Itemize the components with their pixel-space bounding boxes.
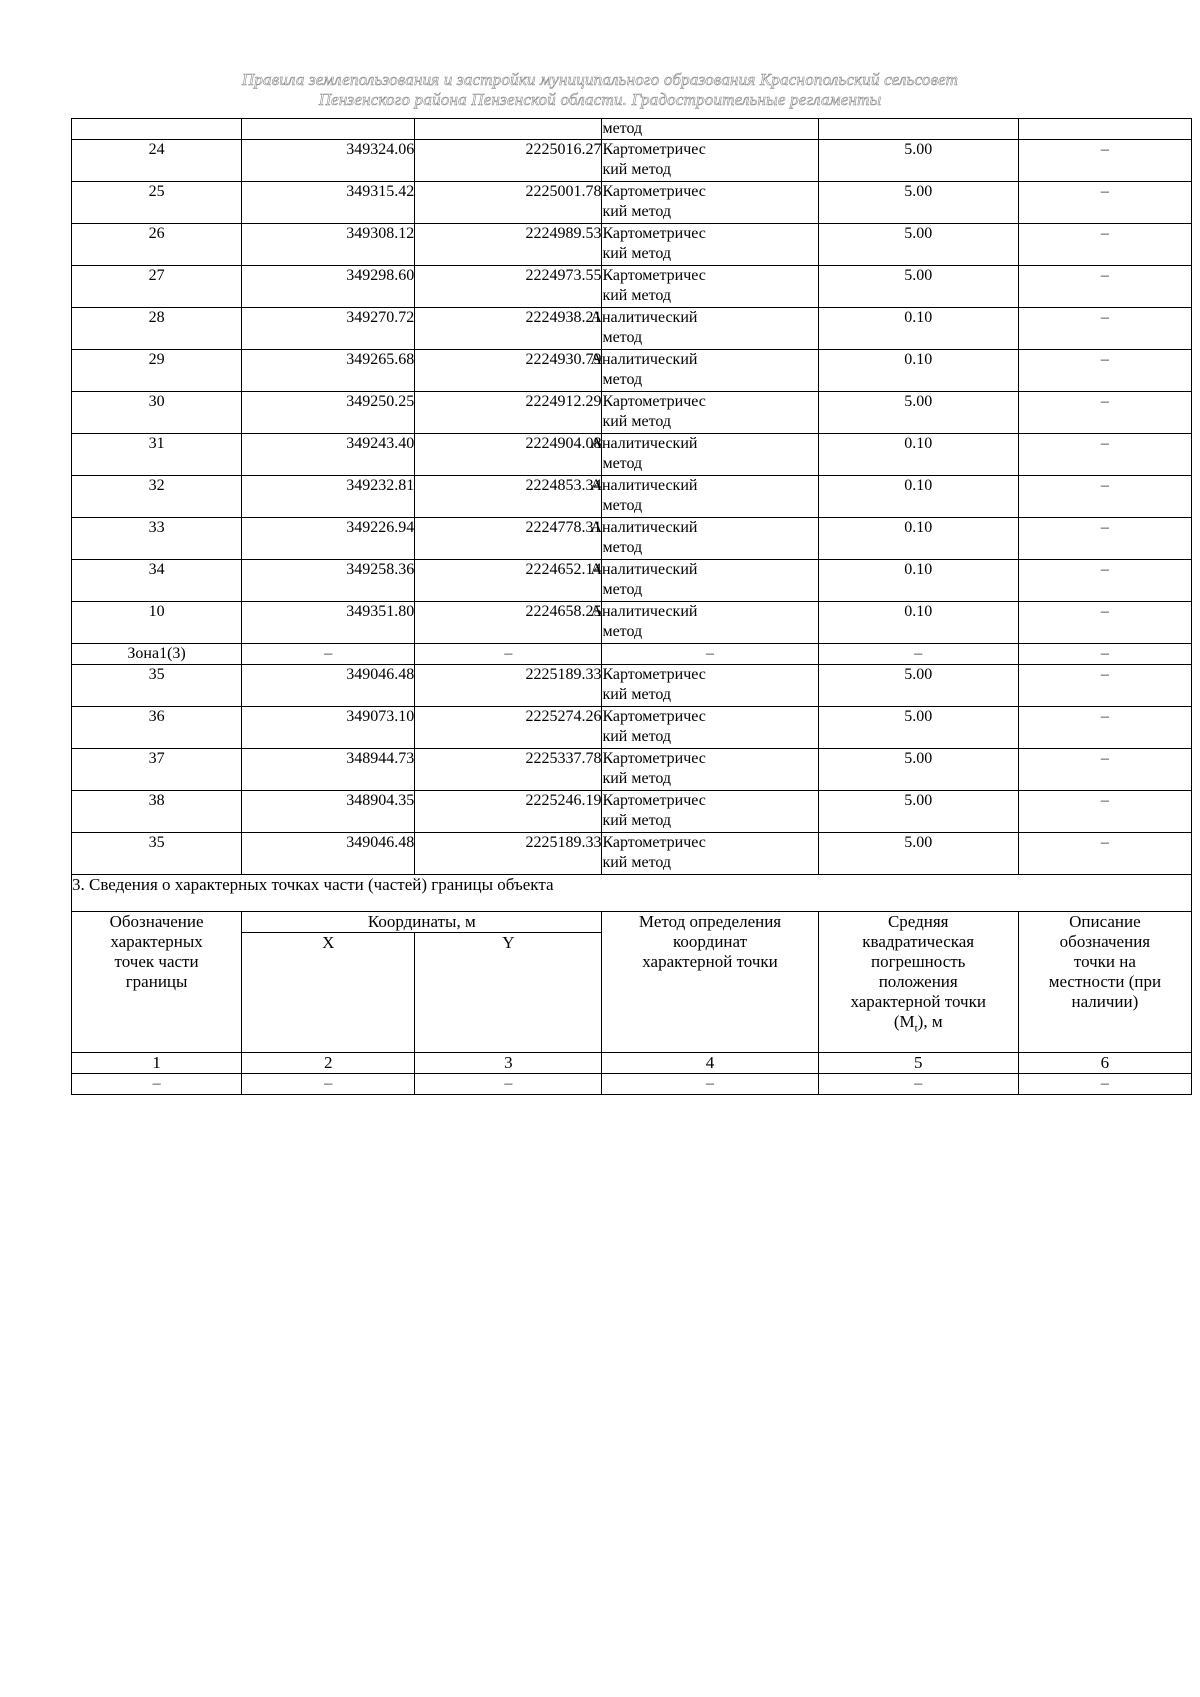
table-row bbox=[72, 224, 1192, 266]
dash-cell: – bbox=[602, 1074, 818, 1095]
y-coordinate-cell: 2224652.14 bbox=[415, 560, 602, 602]
header-coordinates: Координаты, м bbox=[242, 912, 602, 933]
x-coordinate-cell: 349232.81 bbox=[242, 476, 415, 518]
x-coordinate-cell: 349265.68 bbox=[242, 350, 415, 392]
method-cell: метод bbox=[602, 119, 818, 140]
accuracy-cell: 0.10 bbox=[818, 602, 1018, 644]
method-cell: Картометричес кий метод bbox=[602, 791, 818, 833]
description-cell: – bbox=[1018, 560, 1191, 602]
point-number-cell: 10 bbox=[72, 602, 242, 644]
table-row bbox=[72, 833, 1192, 875]
accuracy-cell: 5.00 bbox=[818, 665, 1018, 707]
method-cell: Картометричес кий метод bbox=[602, 833, 818, 875]
column-number-cell: 3 bbox=[415, 1053, 602, 1074]
page-header bbox=[0, 70, 1200, 110]
y-coordinate-cell: 2224853.34 bbox=[415, 476, 602, 518]
accuracy-cell: 0.10 bbox=[818, 308, 1018, 350]
method-cell: Картометричес кий метод bbox=[602, 665, 818, 707]
description-cell: – bbox=[1018, 224, 1191, 266]
point-number-cell: 26 bbox=[72, 224, 242, 266]
dash-cell: – bbox=[242, 1074, 415, 1095]
method-cell: Аналитический метод bbox=[602, 476, 818, 518]
section-title-row bbox=[72, 875, 1192, 912]
description-cell: – bbox=[1018, 140, 1191, 182]
accuracy-cell: 5.00 bbox=[818, 140, 1018, 182]
y-coordinate-cell: 2224904.08 bbox=[415, 434, 602, 476]
point-number-cell: 29 bbox=[72, 350, 242, 392]
point-number-cell: 37 bbox=[72, 749, 242, 791]
y-coordinate-cell: 2225337.78 bbox=[415, 749, 602, 791]
description-cell: – bbox=[1018, 476, 1191, 518]
dash-cell: – bbox=[602, 644, 818, 665]
zone-label-cell: Зона1(3) bbox=[72, 644, 242, 665]
x-coordinate-cell: 349226.94 bbox=[242, 518, 415, 560]
dash-cell: – bbox=[415, 644, 602, 665]
description-cell: – bbox=[1018, 308, 1191, 350]
accuracy-cell: 5.00 bbox=[818, 707, 1018, 749]
dash-cell: – bbox=[1018, 644, 1191, 665]
accuracy-cell: 0.10 bbox=[818, 476, 1018, 518]
method-cell: Аналитический метод bbox=[602, 560, 818, 602]
x-coordinate-cell: 349046.48 bbox=[242, 833, 415, 875]
y-coordinate-cell: 2224930.79 bbox=[415, 350, 602, 392]
table-row bbox=[72, 266, 1192, 308]
table-row bbox=[72, 791, 1192, 833]
x-coordinate-cell: 349308.12 bbox=[242, 224, 415, 266]
x-coordinate-cell: 349315.42 bbox=[242, 182, 415, 224]
coordinates-table bbox=[71, 118, 1192, 1095]
table-row bbox=[72, 560, 1192, 602]
table-row bbox=[72, 434, 1192, 476]
header-point-designation: Обозначение характерных точек части границы bbox=[72, 912, 242, 1053]
point-number-cell: 25 bbox=[72, 182, 242, 224]
description-cell: – bbox=[1018, 350, 1191, 392]
method-cell: Картометричес кий метод bbox=[602, 749, 818, 791]
table-row bbox=[72, 140, 1192, 182]
accuracy-cell: 5.00 bbox=[818, 791, 1018, 833]
point-number-cell: 31 bbox=[72, 434, 242, 476]
x-coordinate-cell: 349250.25 bbox=[242, 392, 415, 434]
description-cell: – bbox=[1018, 434, 1191, 476]
table-row bbox=[72, 707, 1192, 749]
description-cell: – bbox=[1018, 266, 1191, 308]
y-coordinate-cell: 2225274.26 bbox=[415, 707, 602, 749]
method-cell: Картометричес кий метод bbox=[602, 392, 818, 434]
y-coordinate-cell: 2225016.27 bbox=[415, 140, 602, 182]
accuracy-cell: 0.10 bbox=[818, 350, 1018, 392]
dash-cell: – bbox=[415, 1074, 602, 1095]
header-description: Описание обозначения точки на местности (при наличии) bbox=[1018, 912, 1191, 1053]
header-method: Метод определения координат характерной точки bbox=[602, 912, 818, 1053]
point-number-cell: 35 bbox=[72, 665, 242, 707]
y-coordinate-cell: 2224938.21 bbox=[415, 308, 602, 350]
table-row bbox=[72, 350, 1192, 392]
dash-cell: – bbox=[72, 1074, 242, 1095]
table-row bbox=[72, 308, 1192, 350]
x-coordinate-cell: 348944.73 bbox=[242, 749, 415, 791]
table-row-fragment bbox=[72, 119, 1192, 140]
x-coordinate-cell: 349270.72 bbox=[242, 308, 415, 350]
accuracy-cell: 5.00 bbox=[818, 833, 1018, 875]
point-number-cell: 30 bbox=[72, 392, 242, 434]
column-numbers-row bbox=[72, 1053, 1192, 1074]
accuracy-cell: 0.10 bbox=[818, 434, 1018, 476]
method-cell: Картометричес кий метод bbox=[602, 182, 818, 224]
table-row bbox=[72, 518, 1192, 560]
header-x: X bbox=[242, 933, 415, 1053]
method-cell: Картометричес кий метод bbox=[602, 266, 818, 308]
point-number-cell: 32 bbox=[72, 476, 242, 518]
header-line-2: Пензенского района Пензенской области. Градостроительные регламенты bbox=[318, 90, 882, 109]
table-row bbox=[72, 182, 1192, 224]
method-cell: Аналитический метод bbox=[602, 518, 818, 560]
table-row bbox=[72, 602, 1192, 644]
point-number-cell: 27 bbox=[72, 266, 242, 308]
description-cell: – bbox=[1018, 665, 1191, 707]
y-coordinate-cell: 2224778.31 bbox=[415, 518, 602, 560]
description-cell: – bbox=[1018, 749, 1191, 791]
y-coordinate-cell: 2224658.25 bbox=[415, 602, 602, 644]
method-cell: Аналитический метод bbox=[602, 602, 818, 644]
accuracy-cell: 5.00 bbox=[818, 392, 1018, 434]
point-number-cell: 28 bbox=[72, 308, 242, 350]
dash-cell: – bbox=[818, 644, 1018, 665]
accuracy-cell: 5.00 bbox=[818, 182, 1018, 224]
accuracy-cell: 0.10 bbox=[818, 518, 1018, 560]
description-cell: – bbox=[1018, 707, 1191, 749]
y-coordinate-cell: 2225189.33 bbox=[415, 833, 602, 875]
method-cell: Аналитический метод bbox=[602, 434, 818, 476]
description-cell: – bbox=[1018, 518, 1191, 560]
point-number-cell: 24 bbox=[72, 140, 242, 182]
x-coordinate-cell: 349298.60 bbox=[242, 266, 415, 308]
x-coordinate-cell: 349073.10 bbox=[242, 707, 415, 749]
y-coordinate-cell: 2224973.55 bbox=[415, 266, 602, 308]
dash-cell: – bbox=[1018, 1074, 1191, 1095]
y-coordinate-cell: 2225246.19 bbox=[415, 791, 602, 833]
column-number-cell: 4 bbox=[602, 1053, 818, 1074]
accuracy-cell: 0.10 bbox=[818, 560, 1018, 602]
y-coordinate-cell: 2224989.53 bbox=[415, 224, 602, 266]
method-cell: Аналитический метод bbox=[602, 350, 818, 392]
column-number-cell: 2 bbox=[242, 1053, 415, 1074]
point-number-cell: 35 bbox=[72, 833, 242, 875]
point-number-cell: 34 bbox=[72, 560, 242, 602]
x-coordinate-cell: 348904.35 bbox=[242, 791, 415, 833]
x-coordinate-cell: 349258.36 bbox=[242, 560, 415, 602]
dash-cell: – bbox=[818, 1074, 1018, 1095]
table-row bbox=[72, 392, 1192, 434]
y-coordinate-cell: 2225001.78 bbox=[415, 182, 602, 224]
column-number-cell: 1 bbox=[72, 1053, 242, 1074]
description-cell: – bbox=[1018, 833, 1191, 875]
x-coordinate-cell: 349243.40 bbox=[242, 434, 415, 476]
y-coordinate-cell: 2224912.29 bbox=[415, 392, 602, 434]
zone-row bbox=[72, 644, 1192, 665]
accuracy-cell: 5.00 bbox=[818, 224, 1018, 266]
description-cell: – bbox=[1018, 602, 1191, 644]
x-coordinate-cell: 349046.48 bbox=[242, 665, 415, 707]
method-cell: Картометричес кий метод bbox=[602, 140, 818, 182]
x-coordinate-cell: 349324.06 bbox=[242, 140, 415, 182]
section3-header-row bbox=[72, 912, 1192, 933]
method-cell: Аналитический метод bbox=[602, 308, 818, 350]
accuracy-cell: 5.00 bbox=[818, 749, 1018, 791]
point-number-cell: 33 bbox=[72, 518, 242, 560]
description-cell: – bbox=[1018, 182, 1191, 224]
table-row-empty bbox=[72, 1074, 1192, 1095]
table-row bbox=[72, 665, 1192, 707]
point-number-cell: 36 bbox=[72, 707, 242, 749]
accuracy-cell: 5.00 bbox=[818, 266, 1018, 308]
column-number-cell: 5 bbox=[818, 1053, 1018, 1074]
table-row bbox=[72, 476, 1192, 518]
description-cell: – bbox=[1018, 392, 1191, 434]
method-cell: Картометричес кий метод bbox=[602, 224, 818, 266]
dash-cell: – bbox=[242, 644, 415, 665]
y-coordinate-cell: 2225189.33 bbox=[415, 665, 602, 707]
table-row bbox=[72, 749, 1192, 791]
header-y: Y bbox=[415, 933, 602, 1053]
section-title: 3. Сведения о характерных точках части (частей) границы объекта bbox=[72, 875, 1192, 912]
header-line-1: Правила землепользования и застройки муниципального образования Краснопольский сельсовет bbox=[241, 70, 959, 89]
x-coordinate-cell: 349351.80 bbox=[242, 602, 415, 644]
description-cell: – bbox=[1018, 791, 1191, 833]
point-number-cell: 38 bbox=[72, 791, 242, 833]
method-cell: Картометричес кий метод bbox=[602, 707, 818, 749]
column-number-cell: 6 bbox=[1018, 1053, 1191, 1074]
header-accuracy: Средняя квадратическая погрешность положения характерной точки $(M_t)$, м bbox=[818, 912, 1018, 1053]
